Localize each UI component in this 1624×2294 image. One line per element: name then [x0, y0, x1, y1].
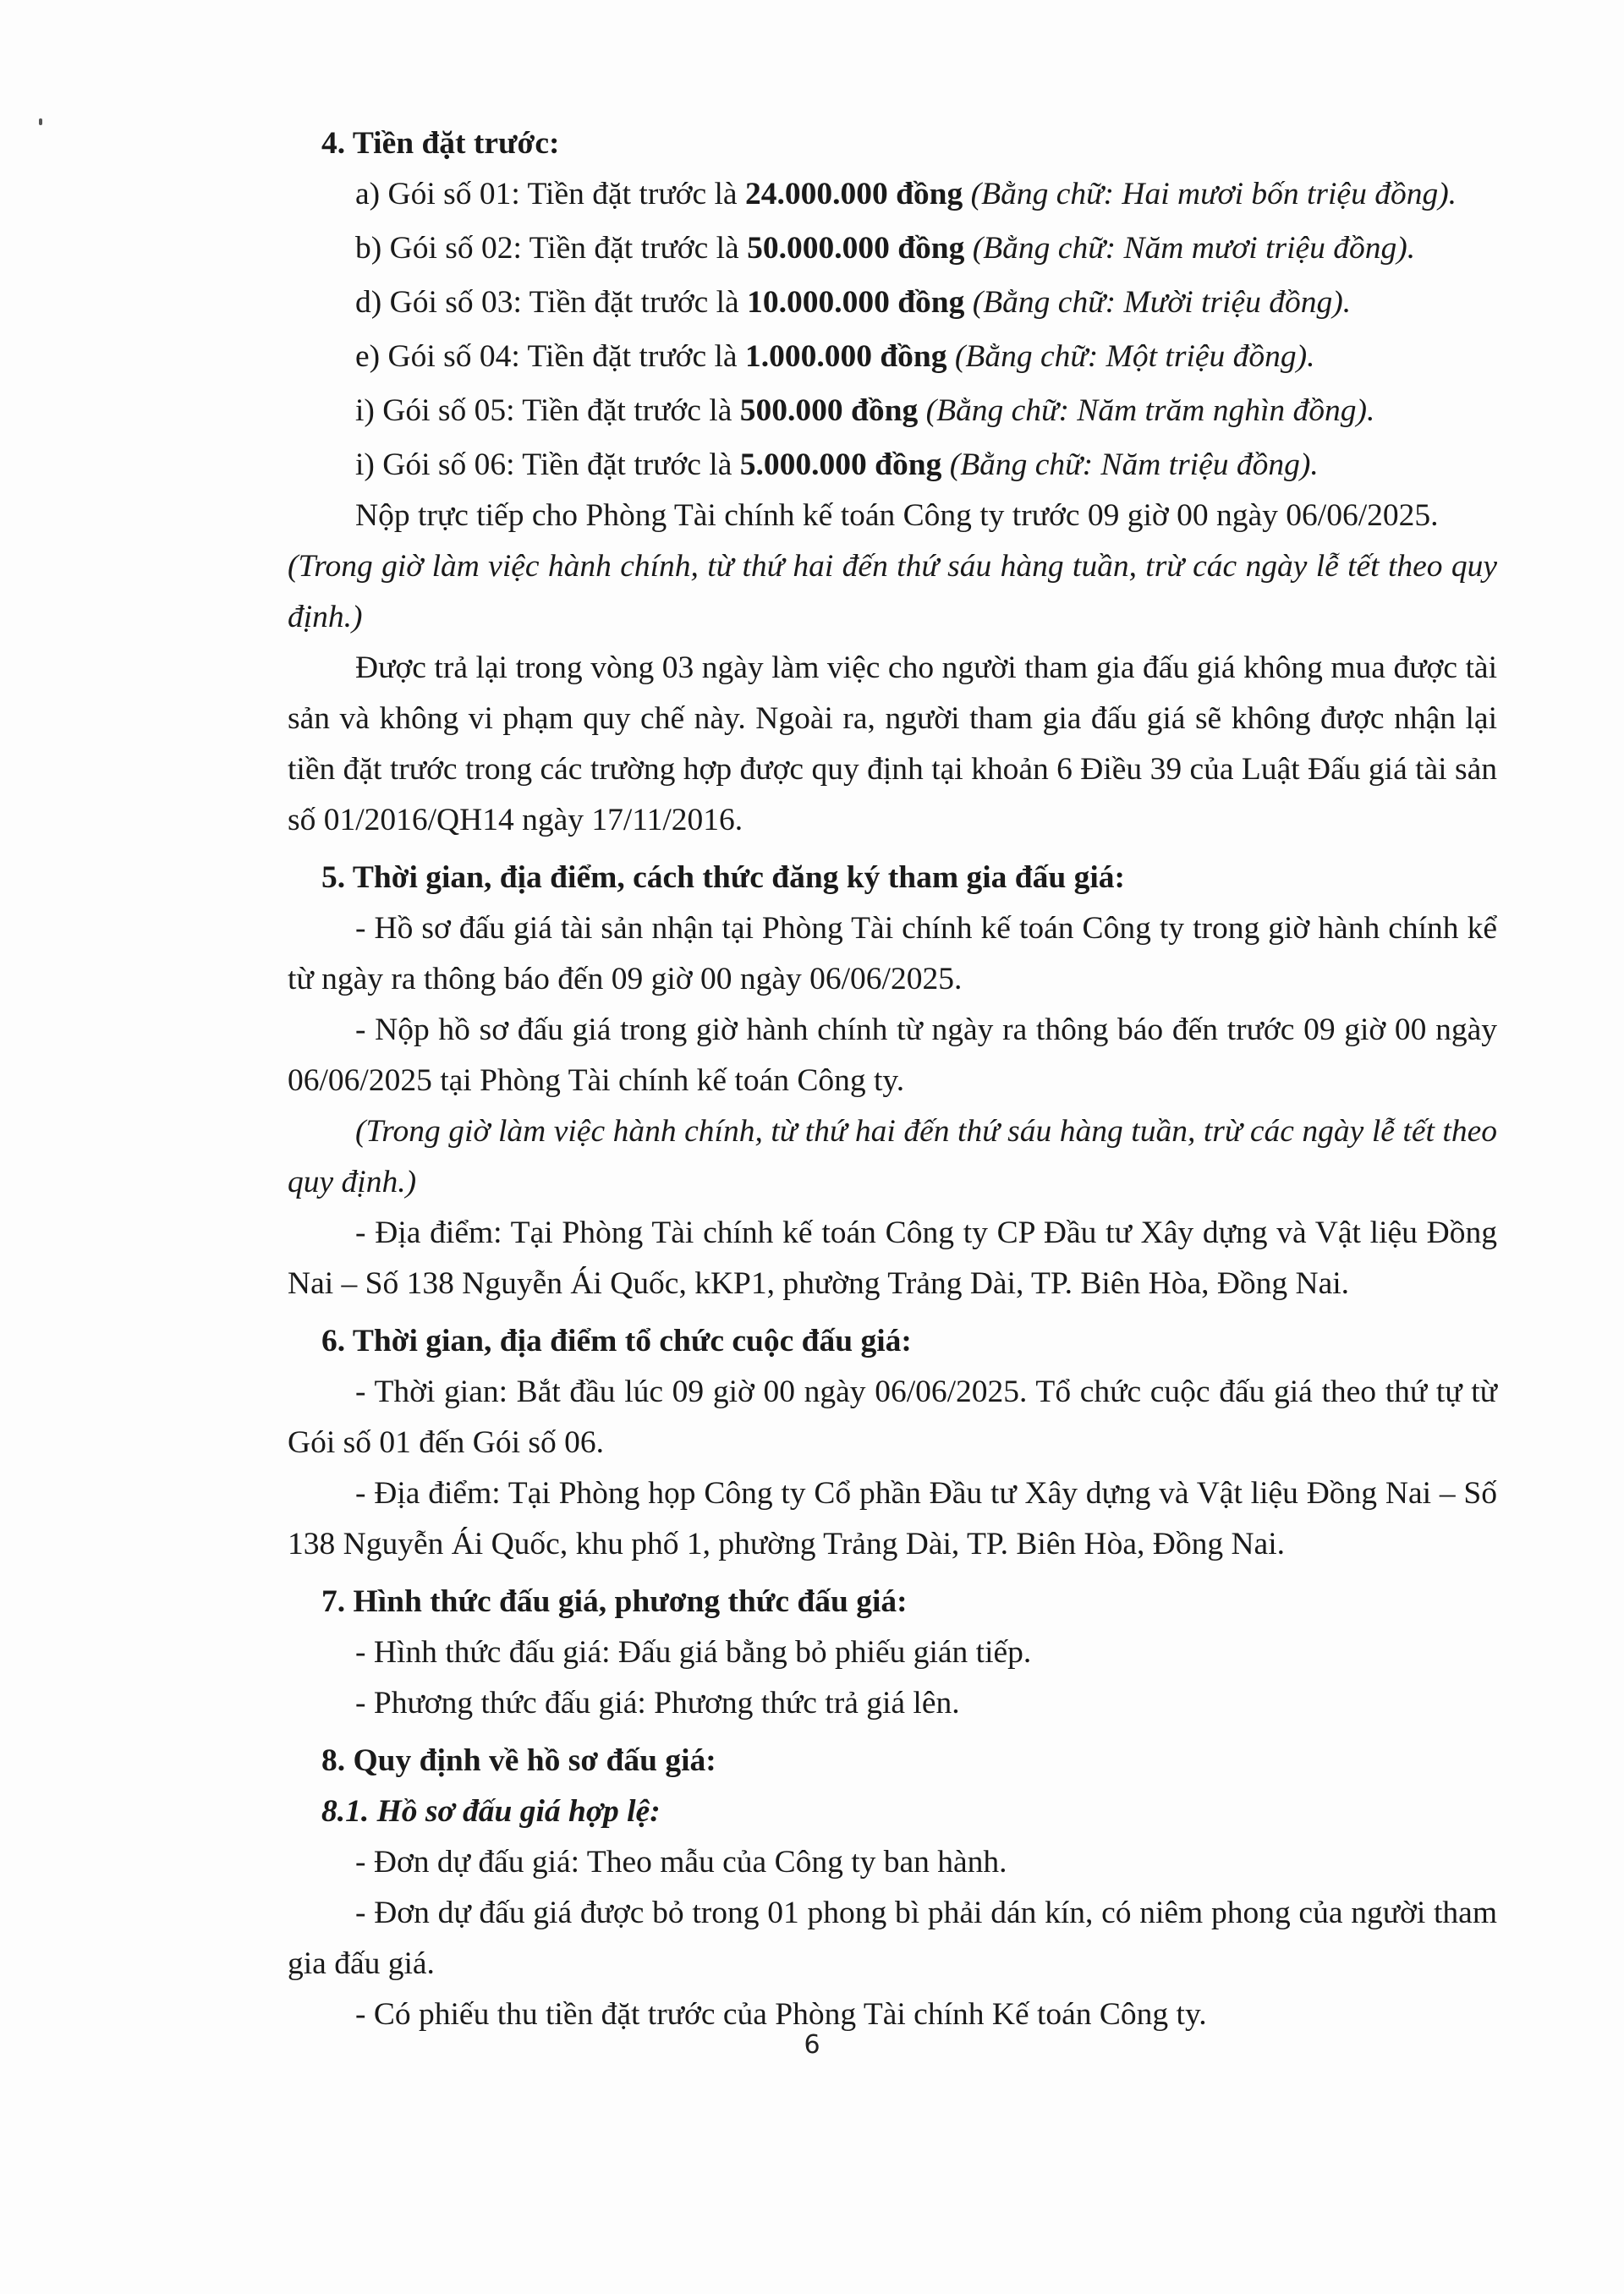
deposit-item-5	[288, 386, 1497, 436]
page-number: 6	[804, 2030, 820, 2060]
deposit-item-3-prefix: d) Gói số 03: Tiền đặt trước là	[355, 285, 748, 320]
section-8-para-2: - Đơn dự đấu giá được bỏ trong 01 phong bì phải dán kín, có niêm phong của người tham gia đấu giá.	[288, 1896, 1497, 1981]
deposit-item-4-words: (Bằng chữ: Một triệu đồng).	[954, 339, 1315, 374]
deposit-item-3	[288, 277, 1497, 328]
section-5-para-1: - Hồ sơ đấu giá tài sản nhận tại Phòng Tài chính kế toán Công ty trong giờ hành chính kể từ ngày ra thông báo đến 09 giờ 00 ngày 06/06/2025.	[288, 911, 1497, 996]
deposit-item-2-prefix: b) Gói số 02: Tiền đặt trước là	[355, 231, 748, 266]
deposit-item-5-prefix: i) Gói số 05: Tiền đặt trước là	[355, 393, 740, 428]
section-8-para-1: - Đơn dự đấu giá: Theo mẫu của Công ty ban hành.	[355, 1845, 1007, 1880]
deposit-item-2	[288, 223, 1497, 274]
section-5-heading: 5. Thời gian, địa điểm, cách thức đăng ký tham gia đấu giá:	[321, 860, 1126, 895]
section-7-para-2: - Phương thức đấu giá: Phương thức trả giá lên.	[355, 1686, 960, 1720]
deposit-item-6	[288, 440, 1497, 491]
deposit-item-6-prefix: i) Gói số 06: Tiền đặt trước là	[355, 447, 740, 482]
deposit-item-1-amount: 24.000.000 đồng	[744, 177, 963, 211]
section-5-para-3: - Địa điểm: Tại Phòng Tài chính kế toán Công ty CP Đầu tư Xây dựng và Vật liệu Đồng Nai – Số 138 Nguyễn Ái Quốc, kKP1, phường Trảng Dài, TP. Biên Hòa, Đồng Nai.	[288, 1216, 1497, 1301]
deposit-item-5-words: (Bằng chữ: Năm trăm nghìn đồng).	[925, 393, 1375, 428]
section-8-para-3: - Có phiếu thu tiền đặt trước của Phòng Tài chính Kế toán Công ty.	[355, 1997, 1207, 2032]
deposit-item-5-amount: 500.000 đồng	[739, 393, 919, 428]
section-6-para-2: - Địa điểm: Tại Phòng họp Công ty Cổ phần Đầu tư Xây dựng và Vật liệu Đồng Nai – Số 138 Nguyễn Ái Quốc, khu phố 1, phường Trảng Dài, TP. Biên Hòa, Đồng Nai.	[288, 1476, 1497, 1561]
deposit-item-6-words: (Bằng chữ: Năm triệu đồng).	[949, 447, 1319, 482]
section-8-1-subheading: 8.1. Hồ sơ đấu giá hợp lệ:	[321, 1794, 661, 1829]
scan-speck	[39, 118, 42, 125]
deposit-item-6-amount: 5.000.000 đồng	[739, 447, 942, 482]
section-8-heading: 8. Quy định về hồ sơ đấu giá:	[321, 1743, 716, 1778]
section-7-heading: 7. Hình thức đấu giá, phương thức đấu giá:	[321, 1584, 908, 1619]
deposit-item-1	[288, 169, 1497, 220]
section-5-note: (Trong giờ làm việc hành chính, từ thứ hai đến thứ sáu hàng tuần, trừ các ngày lễ tết theo quy định.)	[288, 1114, 1497, 1199]
deposit-item-2-amount: 50.000.000 đồng	[747, 231, 965, 266]
deposit-payment: Nộp trực tiếp cho Phòng Tài chính kế toán Công ty trước 09 giờ 00 ngày 06/06/2025.	[355, 498, 1439, 533]
deposit-item-1-prefix: a) Gói số 01: Tiền đặt trước là	[355, 177, 745, 211]
deposit-item-4-amount: 1.000.000 đồng	[744, 339, 947, 374]
section-6-heading: 6. Thời gian, địa điểm tổ chức cuộc đấu giá:	[321, 1324, 912, 1358]
deposit-item-1-words: (Bằng chữ: Hai mươi bốn triệu đồng).	[970, 177, 1457, 211]
deposit-item-4	[288, 332, 1497, 382]
section-7-para-1: - Hình thức đấu giá: Đấu giá bằng bỏ phiếu gián tiếp.	[355, 1635, 1032, 1670]
deposit-payment-note: (Trong giờ làm việc hành chính, từ thứ hai đến thứ sáu hàng tuần, trừ các ngày lễ tết theo quy định.)	[288, 549, 1497, 634]
deposit-refund: Được trả lại trong vòng 03 ngày làm việc cho người tham gia đấu giá không mua được tài sản và không vi phạm quy chế này. Ngoài ra, người tham gia đấu giá sẽ không được nhận lại tiền đặt trước trong các trường hợp được quy định tại khoản 6 Điều 39 của Luật Đấu giá tài sản số 01/2016/QH14 ngày 17/11/2016.	[288, 650, 1497, 837]
section-6-para-1: - Thời gian: Bắt đầu lúc 09 giờ 00 ngày 06/06/2025. Tổ chức cuộc đấu giá theo thứ tự từ Gói số 01 đến Gói số 06.	[288, 1375, 1497, 1460]
deposit-item-2-words: (Bằng chữ: Năm mươi triệu đồng).	[972, 231, 1416, 266]
document-body	[288, 118, 1497, 2040]
deposit-item-3-amount: 10.000.000 đồng	[747, 285, 965, 320]
deposit-item-3-words: (Bằng chữ: Mười triệu đồng).	[972, 285, 1352, 320]
section-5-para-2: - Nộp hồ sơ đấu giá trong giờ hành chính từ ngày ra thông báo đến trước 09 giờ 00 ngày 06/06/2025 tại Phòng Tài chính kế toán Công ty.	[288, 1013, 1497, 1098]
deposit-item-4-prefix: e) Gói số 04: Tiền đặt trước là	[355, 339, 745, 374]
section-4-heading: 4. Tiền đặt trước:	[321, 126, 560, 161]
